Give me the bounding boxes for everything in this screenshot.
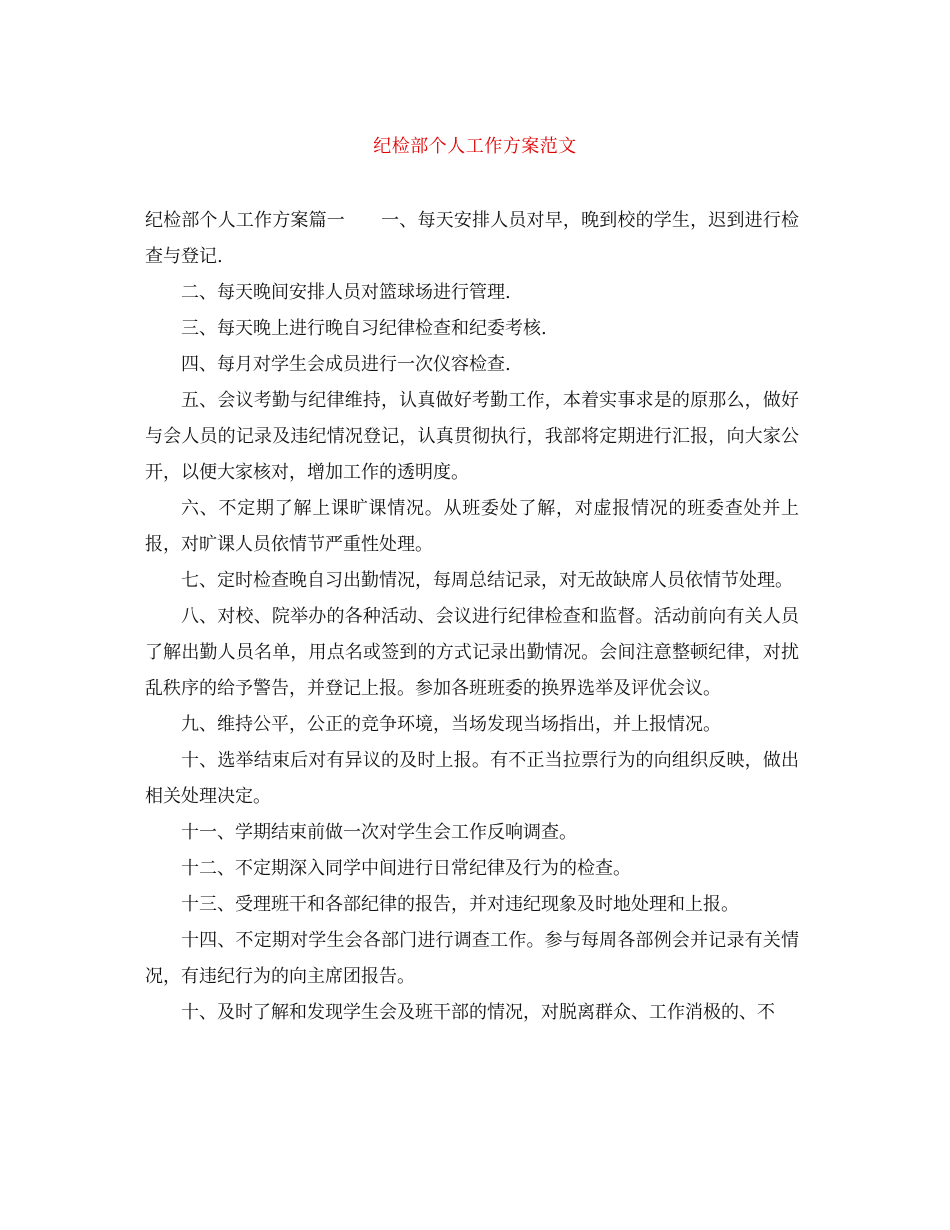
paragraph-12: 十二、不定期深入同学中间进行日常纪律及行为的检查。: [181, 858, 631, 879]
paragraph-15: 十、及时了解和发现学生会及班干部的情况，对脱离群众、工作消极的、不: [181, 1002, 775, 1023]
paragraph-10: 十、选举结束后对有异议的及时上报。有不正当拉票行为的向组织反映，做出相关处理决定。: [145, 750, 799, 807]
document-title: 纪检部个人工作方案范文: [373, 136, 577, 157]
paragraph-11: 十一、学期结束前做一次对学生会工作反响调查。: [181, 822, 577, 843]
paragraph-14: 十四、不定期对学生会各部门进行调查工作。参与每周各部例会并记录有关情况，有违纪行为的向主席团报告。: [145, 930, 799, 987]
paragraph-9: 九、维持公平，公正的竞争环境，当场发现当场指出，并上报情况。: [181, 714, 721, 735]
item-1-text: 一、每天安排人员对早，晚到校的学生，迟到进行检查与登记.: [145, 210, 800, 267]
paragraph-4: 四、每月对学生会成员进行一次仪容检查.: [181, 354, 511, 375]
paragraph-7: 七、定时检查晚自习出勤情况，每周总结记录，对无故缺席人员依情节处理。: [181, 570, 793, 591]
paragraph-2: 二、每天晚间安排人员对篮球场进行管理.: [181, 282, 511, 303]
paragraph-8: 八、对校、院举办的各种活动、会议进行纪律检查和监督。活动前向有关人员了解出勤人员名单，用点名或签到的方式记录出勤情况。会间注意整顿纪律，对扰乱秩序的给予警告，并登记上报。参加各班班委的换界选举及评优会议。: [145, 606, 799, 699]
document-body: [145, 203, 799, 1031]
paragraph-13: 十三、受理班干和各部纪律的报告，并对违纪现象及时地处理和上报。: [181, 894, 739, 915]
paragraph-3: 三、每天晚上进行晚自习纪律检查和纪委考核.: [181, 318, 547, 339]
paragraph-1: [145, 203, 799, 275]
paragraph-5: 五、会议考勤与纪律维持，认真做好考勤工作，本着实事求是的原那么，做好与会人员的记录及违纪情况登记，认真贯彻执行，我部将定期进行汇报，向大家公开，以便大家核对，增加工作的透明度。: [145, 390, 799, 483]
paragraph-6: 六、不定期了解上课旷课情况。从班委处了解，对虚报情况的班委查处并上报，对旷课人员依情节严重性处理。: [145, 498, 799, 555]
section-heading: 纪检部个人工作方案篇一: [145, 210, 345, 231]
